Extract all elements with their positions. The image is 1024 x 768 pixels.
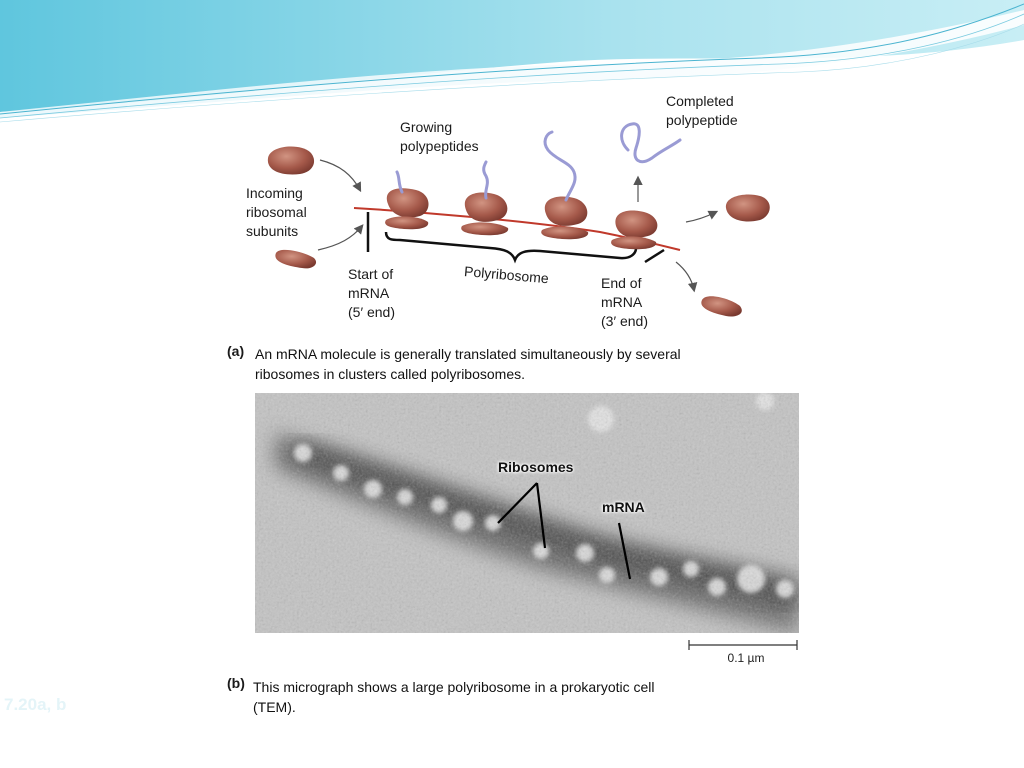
released-arrow-right bbox=[686, 212, 716, 222]
label-ribosomes: Ribosomes bbox=[498, 459, 574, 475]
tem-micrograph bbox=[255, 393, 799, 633]
ribosome-3 bbox=[541, 132, 588, 239]
panel-b-letter: (b) bbox=[227, 675, 245, 691]
scale-label: 0.1 µm bbox=[727, 651, 765, 665]
panel-a-letter: (a) bbox=[227, 343, 245, 359]
released-small-subunit bbox=[701, 296, 742, 316]
label-growing-polypeptides: Growing polypeptides bbox=[400, 119, 479, 154]
panel-a-caption: An mRNA molecule is generally translated simultaneously by several ribosomes in clusters called polyribosomes. bbox=[255, 346, 681, 382]
label-polyribosome: Polyribosome bbox=[463, 262, 550, 287]
incoming-small-subunit bbox=[275, 250, 316, 269]
micrograph-image bbox=[255, 393, 799, 633]
ribosome-2 bbox=[461, 162, 508, 235]
end-marker bbox=[645, 250, 664, 262]
polyribosome-bracket bbox=[386, 232, 636, 260]
label-start-of-mrna: Start of mRNA (5′ end) bbox=[348, 266, 395, 320]
incoming-arrow-top bbox=[320, 160, 360, 190]
incoming-large-subunit bbox=[268, 146, 314, 174]
released-arrow-down bbox=[676, 262, 694, 290]
label-completed-polypeptide: Completed polypeptide bbox=[666, 93, 738, 128]
label-incoming-subunits: Incoming ribosomal subunits bbox=[246, 185, 307, 239]
incoming-arrow-bottom bbox=[318, 226, 362, 250]
released-large-subunit bbox=[726, 195, 770, 222]
label-end-of-mrna: End of mRNA (3′ end) bbox=[601, 275, 648, 329]
ribosome-1 bbox=[385, 172, 428, 229]
slide-number: 7.20a, b bbox=[4, 695, 67, 714]
ribosome-4 bbox=[611, 211, 657, 250]
panel-b-caption: This micrograph shows a large polyribosome in a prokaryotic cell (TEM). bbox=[253, 679, 655, 715]
label-mrna: mRNA bbox=[602, 499, 645, 515]
